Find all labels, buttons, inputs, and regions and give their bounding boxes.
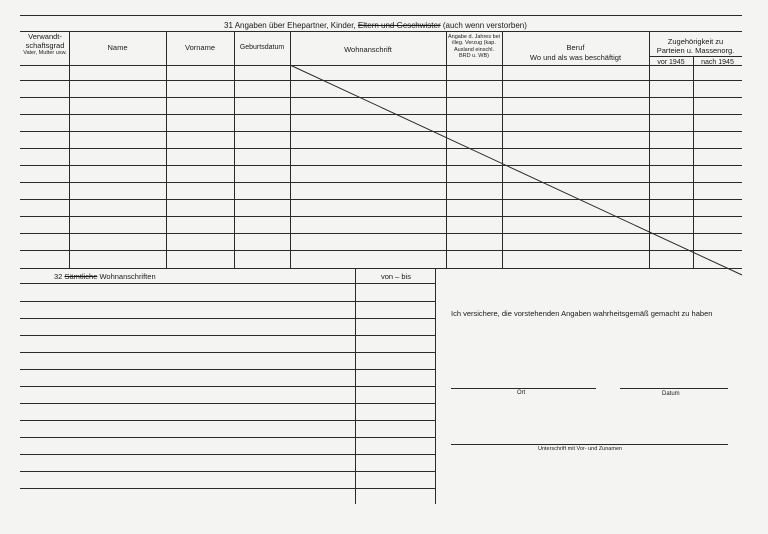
section32-number: 32 (54, 272, 63, 281)
table32-row-line (20, 437, 435, 438)
table32-row-line (20, 386, 435, 387)
ort-line (451, 388, 596, 389)
signature-label: Unterschrift mit Vor- und Zunamen (538, 446, 623, 452)
section31-number: 31 (224, 21, 233, 30)
col-header-wohnanschrift: Wohnanschrift (344, 45, 392, 54)
signature-line (451, 444, 728, 445)
col-header-name: Name (107, 43, 128, 52)
table32-row-line (20, 471, 435, 472)
table32-row-line (20, 454, 435, 455)
table32-row-line (20, 403, 435, 404)
datum-label: Datum (662, 391, 680, 397)
col-header-beruf-line2: Wo und als was beschäftigt (529, 52, 622, 62)
section31-title-text: Angaben über Ehepartner, Kinder, (234, 21, 356, 30)
col-header-relation-label: Verwandt-schaftsgrad (25, 32, 65, 50)
section32-title (54, 273, 156, 281)
table32-row-line (20, 335, 435, 336)
table32-row-line (20, 283, 435, 284)
datum-line (620, 388, 728, 389)
col-header-nach1945: nach 1945 (701, 59, 734, 66)
ort-label: Ort (517, 390, 526, 396)
table32-row-line (20, 369, 435, 370)
table32-row-line (20, 420, 435, 421)
section31-title-struck: Eltern und Geschwister (357, 21, 441, 30)
table32-row-line (20, 352, 435, 353)
col-header-relation-sub: Vater, Mutter usw. (23, 50, 67, 57)
table32-row-line (20, 318, 435, 319)
col-header-geburtsdatum: Geburtsdatum (239, 44, 285, 51)
col-header-von-bis: von – bis (381, 272, 412, 281)
col-header-zugehoerigkeit-line2: Parteien u. Massenorg. (656, 45, 735, 55)
col-header-beruf-line1: Beruf (566, 43, 585, 52)
table32-right-line (435, 268, 436, 504)
section32-title-text: Wohnanschriften (99, 272, 156, 281)
col-header-vor1945: vor 1945 (657, 59, 685, 66)
section32-title-struck: Sämtliche (64, 272, 98, 281)
section31-title-note: (auch wenn verstorben) (442, 21, 527, 30)
table32-row-line (20, 488, 435, 489)
col-header-verzug: Angabe d. Jahres bei illeg. Verzug (kap. Ausland einschl. BRD u. WB) (448, 34, 500, 59)
table32-row-line (20, 301, 435, 302)
col-header-zugehoerigkeit-line1: Zugehörigkeit zu (667, 37, 724, 46)
declaration-text: Ich versichere, die vorstehenden Angaben wahrheitsgemäß gemacht zu haben (451, 309, 713, 318)
col-header-vorname: Vorname (184, 43, 216, 52)
